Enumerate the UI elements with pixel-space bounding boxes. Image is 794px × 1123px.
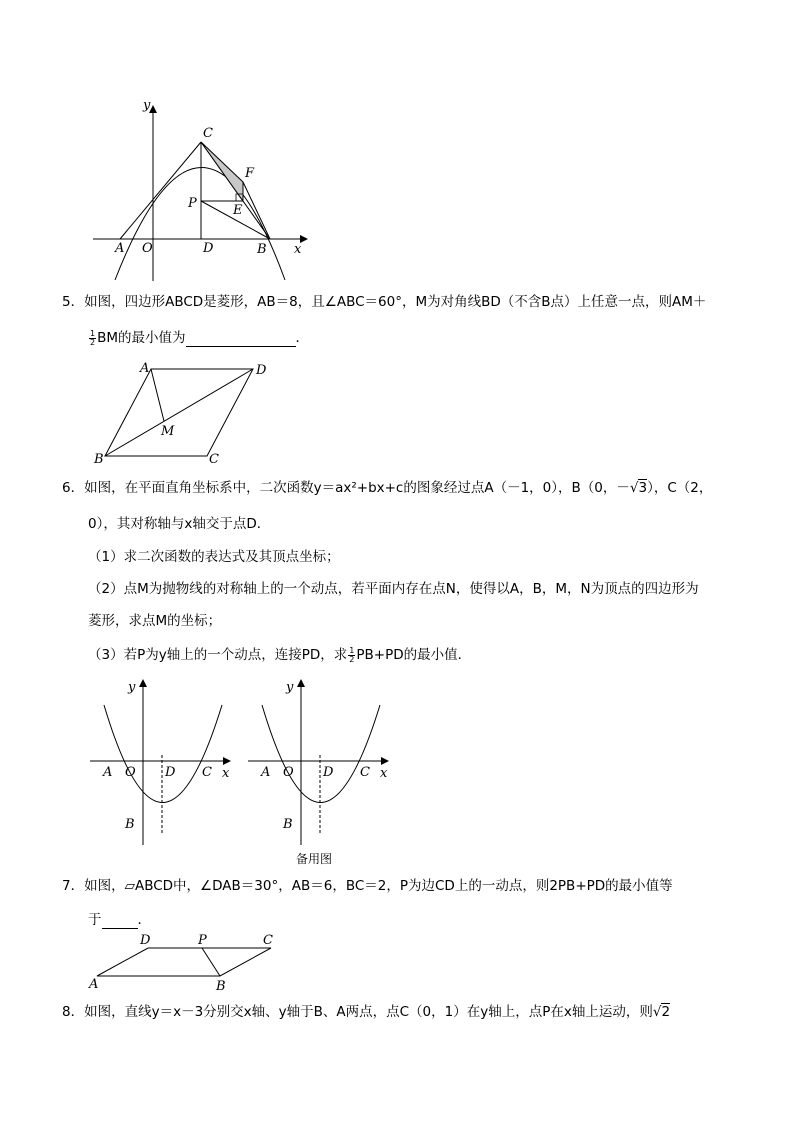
label-O: O xyxy=(283,765,294,780)
question-8-line-1: 8．如图，直线y＝x－3分别交x轴、y轴于B、A两点，点C（0，1）在y轴上，点P在x轴上运动，则√2 xyxy=(62,1004,671,1020)
label-x: x xyxy=(380,766,388,781)
label-A: A xyxy=(115,241,125,256)
label-C: C xyxy=(209,452,219,467)
question-5-line-2: $\frac{1}{2}$ BM的最小值为 ． xyxy=(90,328,310,347)
label-y: y xyxy=(286,680,294,695)
label-A: A xyxy=(103,765,113,780)
figure-rhombus xyxy=(85,358,285,468)
label-D: D xyxy=(323,765,334,780)
label-P: P xyxy=(198,933,207,948)
label-M: M xyxy=(161,424,175,439)
label-A: A xyxy=(89,977,99,992)
label-B: B xyxy=(94,452,104,467)
question-6-part-1: （1）求二次函数的表达式及其顶点坐标； xyxy=(88,549,340,565)
figure-parabola-top xyxy=(85,95,315,285)
label-C: C xyxy=(263,933,273,948)
label-C: C xyxy=(202,765,212,780)
label-x: x xyxy=(222,766,230,781)
label-y: y xyxy=(128,680,136,695)
sqrt-symbol: √ xyxy=(629,480,639,496)
label-A: A xyxy=(140,361,150,376)
label-D: D xyxy=(165,765,176,780)
label-y: y xyxy=(143,98,151,113)
figure-parabola-q6-main xyxy=(88,675,238,850)
question-6-line-2: 0），其对称轴与x轴交于点D． xyxy=(88,516,271,532)
fraction-half: $\frac{1}{2}$ xyxy=(90,328,96,347)
label-x: x xyxy=(294,242,302,257)
label-O: O xyxy=(125,765,136,780)
label-E: E xyxy=(233,203,243,218)
label-B: B xyxy=(125,817,135,832)
question-6-part-2a: （2）点M为抛物线的对称轴上的一个动点，若平面内存在点N，使得以A，B，M，N为顶点的四边形为 xyxy=(88,581,699,597)
answer-blank[interactable] xyxy=(102,914,138,929)
label-B: B xyxy=(257,242,267,257)
label-D: D xyxy=(203,241,214,256)
label-D: D xyxy=(256,363,267,378)
question-7-line-1: 7．如图，▱ABCD中，∠DAB＝30°，AB＝6，BC＝2，P为边CD上的一动点，则2PB+PD的最小值等 xyxy=(62,878,673,894)
label-A: A xyxy=(261,765,271,780)
question-6-part-3: （3）若P为y轴上的一个动点，连接PD，求 $\frac{1}{2}$ PB+PD的最小值． xyxy=(88,645,472,664)
figure-parallelogram xyxy=(85,930,285,992)
label-C: C xyxy=(203,126,213,141)
label-F: F xyxy=(245,166,255,181)
label-O: O xyxy=(142,241,153,256)
fraction-half: $\frac{1}{2}$ xyxy=(349,645,355,664)
question-7-line-2: 于 ． xyxy=(88,912,151,928)
label-B: B xyxy=(283,817,293,832)
question-6-line-1: 6．如图，在平面直角坐标系中，二次函数y＝ax²+bx+c的图象经过点A（－1，0），B（0，－√3），C（2， xyxy=(62,480,713,496)
figure-parabola-q6-spare xyxy=(246,675,396,870)
spare-figure-caption: 备用图 xyxy=(296,852,333,866)
label-P: P xyxy=(188,196,197,211)
question-6-part-2b: 菱形，求点M的坐标； xyxy=(88,613,222,629)
question-5-line-1: 5．如图，四边形ABCD是菱形，AB＝8，且∠ABC＝60°，M为对角线BD（不含B点）上任意一点，则AM＋ xyxy=(62,294,707,310)
answer-blank[interactable] xyxy=(186,332,296,347)
label-C: C xyxy=(360,765,370,780)
label-B: B xyxy=(216,979,226,992)
label-D: D xyxy=(140,933,151,948)
sqrt-symbol: √ xyxy=(652,1004,662,1020)
